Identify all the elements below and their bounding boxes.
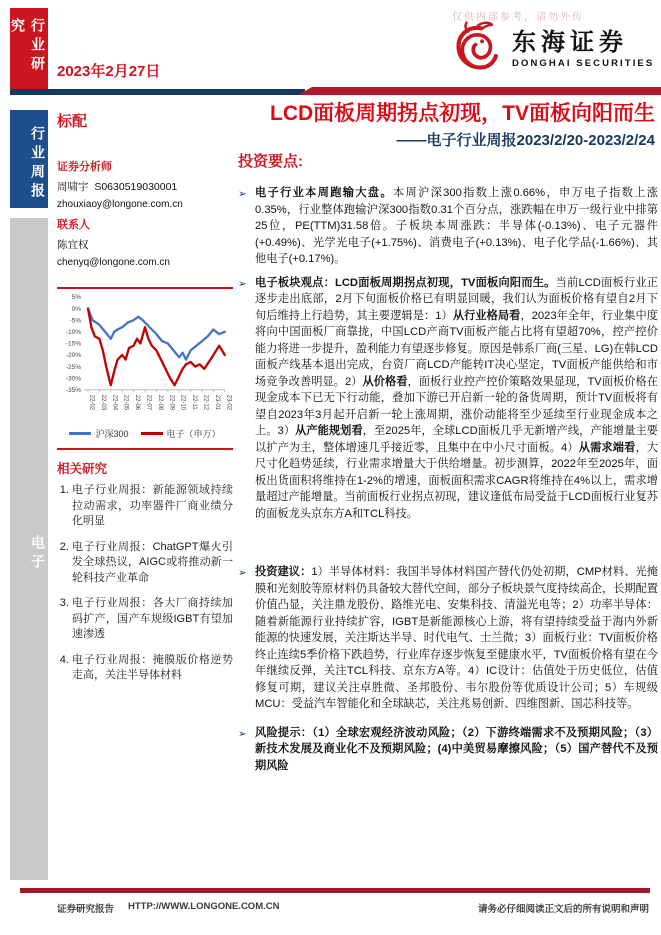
key-points-title: 投资要点:	[238, 153, 303, 170]
svg-text:22-08: 22-08	[156, 394, 163, 411]
bullet-arrow-icon: ➢	[238, 188, 247, 200]
footer-url[interactable]: HTTP://WWW.LONGONE.COM.CN	[128, 901, 280, 912]
footer-report-type: 证券研究报告	[57, 904, 115, 915]
bullet-arrow-icon: ➢	[238, 277, 247, 290]
bullet-risk-warning: ➢ 风险提示：（1）全球宏观经济波动风险；（2）下游终端需求不及预期风险；（3）新技术发展及商业化不及预期风险；(4)中美贸易摩擦风险；（5）国产替代不及预期风险	[238, 726, 658, 772]
sidebar-tab-electronics	[10, 218, 48, 880]
svg-text:22-03: 22-03	[99, 394, 106, 411]
svg-text:-35%: -35%	[65, 387, 81, 394]
bullet-arrow-icon: ➢	[238, 567, 247, 579]
footer-divider	[20, 888, 650, 893]
svg-text:23-02: 23-02	[225, 394, 232, 411]
svg-text:22-06: 22-06	[134, 394, 141, 411]
bullet-investment-advice: ➢ 投资建议：1）半导体材料：我国半导体材料国产替代仍处初期，CMP材料、光掩膜和光刻胶等原材料仍具备较大替代空间，部分子板块景气度持续高企，长期配置价值凸显，关注鼎龙股份、路维光电、安集科技、清溢光电等；2）功率半导体：随着新能源行业持续扩容，IGBT是新能源核心上游，将有望持续受益于海内外新能源的快速发展，关注斯达半导、时代电气、士兰微；3）面板行业：TV面板价格终止连续5季价格下跌趋势，行业库存逐步恢复至健康水平，TV面板价格有望在今年继续反弹，关注TCL科技、京东方A等。4）IC设计：估值处于历史低位，估值修复可期，建议关注卓胜微、圣邦股份、韦尔股份等优质设计公司；5）车规级MCU：受益汽车智能化和全球缺芯，关注兆易创新、四维图新、国芯科技等。	[238, 566, 658, 710]
sidebar-tab-industry-weekly	[10, 110, 48, 208]
left-divider-bottom	[57, 448, 233, 450]
logo-text	[512, 30, 654, 69]
svg-text:22-04: 22-04	[111, 394, 118, 411]
sidebar-tab-label: 行业研究	[10, 18, 46, 75]
chart-legend	[57, 427, 233, 440]
related-research-item[interactable]: 4. 电子行业周报：掩膜版价格逆势走高，关注半导体材料	[72, 653, 233, 684]
legend-label: 电子（申万）	[166, 429, 221, 439]
legend-swatch	[141, 432, 163, 435]
analyst-name: 周啸宇	[57, 181, 89, 193]
header-divider-blue	[10, 89, 305, 95]
relative-performance-chart	[57, 293, 233, 440]
analyst-email[interactable]: zhouxiaoy@longone.com.cn	[57, 199, 183, 210]
contact-email[interactable]: chenyq@longone.com.cn	[57, 257, 170, 268]
legend-swatch	[69, 432, 91, 435]
left-info-column	[57, 110, 233, 694]
legend-item	[69, 427, 128, 440]
contact-name: 陈宜权	[57, 239, 89, 251]
sidebar-tab-label: 电子	[30, 535, 46, 573]
line-chart-canvas	[57, 293, 233, 421]
svg-text:-5%: -5%	[69, 317, 81, 325]
bullet-arrow-icon: ➢	[238, 727, 247, 740]
svg-text:-10%: -10%	[65, 329, 81, 336]
svg-text:-25%: -25%	[65, 363, 81, 371]
related-research-list	[57, 483, 233, 684]
company-logo	[452, 20, 654, 79]
report-title: LCD面板周期拐点初现，TV面板向阳而生	[270, 102, 655, 125]
svg-text:22-12: 22-12	[202, 394, 209, 411]
bullet-market-performance: ➢ 电子行业本周跑输大盘。本周沪深300指数上涨0.66%，申万电子指数上涨0.35%，行业整体跑输沪深300指数0.31个百分点，涨跌幅在申万一级行业中排第25位，PE(TTM)31.58倍。子板块本周涨跌：半导体(-0.13%)、电子元器件(+0.49%)、光学光电子(+1.75%)、消费电子(+0.13%)、电子化学品(-1.66%)、其他电子(+0.17%)。	[238, 187, 658, 265]
svg-text:22-07: 22-07	[145, 394, 152, 411]
svg-text:-15%: -15%	[65, 340, 81, 348]
footer	[57, 901, 649, 915]
sidebar-tab-label: 行业周报	[30, 126, 46, 202]
internal-watermark: 仅供内部参考，请勿外传	[452, 12, 584, 23]
svg-text:22-10: 22-10	[179, 394, 186, 411]
header-divider-red	[298, 87, 661, 95]
svg-text:22-05: 22-05	[122, 394, 129, 411]
report-date: 2023年2月27日	[57, 63, 161, 80]
report-subtitle: ——电子行业周报2023/2/20-2023/2/24	[396, 132, 655, 150]
logo-cn: 东海证券	[512, 28, 628, 56]
footer-disclaimer: 请务必仔细阅读正文后的所有说明和声明	[477, 904, 649, 915]
svg-text:22-02: 22-02	[88, 394, 95, 411]
related-research-item[interactable]: 2. 电子行业周报：ChatGPT爆火引发全球热议，AIGC或将推动新一轮科技产业革命	[72, 540, 233, 587]
related-research-item[interactable]: 1. 电子行业周报：新能源领域持续拉动需求，功率器件厂商业绩分化明显	[72, 483, 233, 530]
svg-text:0%: 0%	[71, 305, 81, 313]
related-research-item[interactable]: 3. 电子行业周报：各大厂商持续加码扩产，国产车规级IGBT有望加速渗透	[72, 596, 233, 643]
svg-text:22-09: 22-09	[168, 394, 175, 411]
svg-text:5%: 5%	[71, 294, 81, 302]
left-divider-top	[57, 287, 233, 289]
svg-text:23-01: 23-01	[213, 394, 220, 411]
rating-badge: 标配	[57, 113, 88, 130]
contact-section-header: 联系人	[57, 219, 90, 231]
analyst-license-id: S0630519030001	[94, 181, 178, 193]
bullet-sector-view: ➢ 电子板块观点：LCD面板周期拐点初现，TV面板向阳而生。当前LCD面板行业正逐步走出底部，2月下旬面板价格已有明显回暖，我们认为面板价格有望自2月下旬后维持上行趋势，其主要逻辑是：1）从行业格局看，2023年全年，行业集中度将向中国面板厂商靠拢，中国LCD产商TV面板产能占比将有望超70%，控产控价能力将进一步提升，盈利能力有望逐步修复。原因是韩系厂商(三星、LG)在韩LCD面板产线基本退出完成，台资厂商LCD产能转IT决心坚定，TV面板产能供给和市场竞争改善明显。2）从价格看，面板行业控产控价策略效果显现，TV面板价格在现金成本下已无下行动能，叠加下游已开启新一轮的备货周期，预计TV面板将有望自2023年3月起开启新一轮上涨周期，涨价动能将至少延续至行业现金成本之上。3）从产能规划看，至2025年，全球LCD面板几乎无新增产线，产能增量主要以扩产为主，整体增速几乎接近零，且集中在中小尺寸面板。4）从需求端看，大尺寸化趋势延续，行业需求增量大于供给增量。初步测算，2022年至2025年，面板出货面积将维持在1-2%的增速，面板面积需求CAGR将维持在4%以上，需求增量超过产能增量。当前面板行业拐点初现，建议逢低布局受益于LCD面板行业复苏的面板龙头京东方A和TCL科技。	[238, 276, 658, 520]
analyst-section-header: 证券分析师	[57, 161, 112, 173]
analyst-row	[57, 178, 233, 196]
svg-text:22-11: 22-11	[191, 394, 198, 410]
sidebar-tab-industry-research	[10, 8, 48, 90]
legend-label: 沪深300	[95, 429, 129, 439]
legend-item	[141, 427, 221, 440]
svg-text:-30%: -30%	[65, 375, 81, 383]
dragon-logo-icon	[452, 20, 504, 79]
related-research-header: 相关研究	[57, 462, 108, 476]
logo-en: DONGHAI SECURITIES	[512, 58, 655, 70]
main-content	[238, 150, 658, 781]
svg-text:-20%: -20%	[65, 352, 81, 360]
